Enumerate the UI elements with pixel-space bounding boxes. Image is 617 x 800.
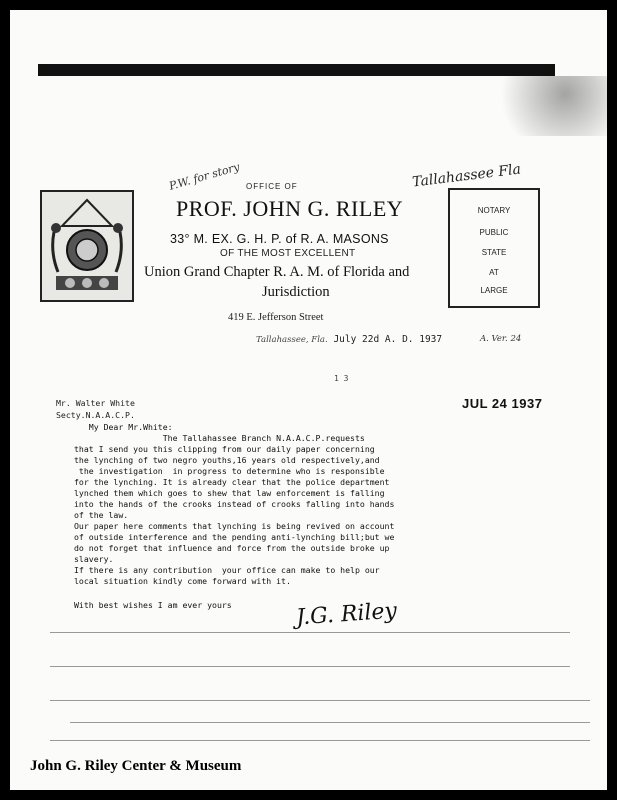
body-line: into the hands of the crooks instead of crooks falling into hands	[74, 499, 395, 509]
scan-line	[50, 666, 570, 667]
body-line: local situation kindly come forward with it.	[74, 576, 291, 586]
body-line: slavery.	[74, 554, 114, 564]
closing: With best wishes I am ever yours	[74, 600, 232, 610]
body-line: the lynching of two negro youths,16 years old respectively,and	[74, 455, 380, 465]
body-line: If there is any contribution your office can make to help our	[74, 565, 380, 575]
signature: J.G. Riley	[295, 598, 398, 631]
masonic-seal-icon	[40, 190, 134, 302]
dateline	[256, 334, 442, 345]
letterhead-subtitle: OF THE MOST EXCELLENT	[220, 248, 356, 259]
recipient-name: Mr. Walter White	[56, 398, 135, 408]
body-line: of the law.	[74, 510, 129, 520]
body-line: The Tallahassee Branch N.A.A.C.P.requests	[74, 433, 365, 443]
notary-line: AT	[489, 268, 499, 277]
notary-line: NOTARY	[477, 206, 511, 215]
dateline-place: Tallahassee, Fla.	[256, 335, 328, 345]
handwritten-note: P.W. for story	[167, 160, 242, 193]
notary-box	[448, 188, 540, 308]
notary-line: STATE	[481, 248, 507, 257]
scan-line	[50, 740, 590, 741]
notary-line: PUBLIC	[479, 228, 509, 237]
letterhead-name: PROF. JOHN G. RILEY	[176, 196, 404, 221]
office-of-label: OFFICE OF	[246, 182, 298, 191]
handwritten-place: Tallahassee Fla	[411, 161, 522, 191]
footer-credit: John G. Riley Center & Museum	[30, 758, 242, 774]
body-line: the investigation in progress to determine who is responsible	[74, 466, 385, 476]
scan-line	[50, 700, 590, 701]
dateline-date: July 22d A. D. 1937	[333, 334, 443, 345]
letterhead-title: 33° M. EX. G. H. P. of R. A. MASONS	[170, 232, 389, 246]
margin-mark: 1 3	[334, 374, 349, 383]
body-line: do not forget that influence and force from the outside broke up	[74, 543, 390, 553]
letterhead-chapter: Union Grand Chapter R. A. M. of Florida and	[144, 264, 410, 280]
body-line: My Dear Mr.White:	[74, 422, 173, 432]
top-scan-bar	[38, 64, 555, 76]
recipient-org: Secty.N.A.A.C.P.	[56, 410, 135, 420]
body-line: that I send you this clipping from our daily paper concerning	[74, 444, 375, 454]
body-line: Our paper here comments that lynching is being revived on account	[74, 521, 395, 531]
scan-noise	[467, 76, 607, 136]
notary-line: LARGE	[480, 286, 508, 295]
scan-line	[50, 632, 570, 633]
letterhead-address: 419 E. Jefferson Street	[228, 312, 324, 323]
body-line: of outside interference and the pending anti-lynching bill;but we	[74, 532, 395, 542]
received-stamp: JUL 24 1937	[462, 396, 543, 411]
body-line: for the lynching. It is already clear that the police department	[74, 477, 390, 487]
letterhead-jurisdiction: Jurisdiction	[262, 284, 330, 300]
letter-page	[10, 10, 607, 790]
scan-line	[70, 722, 590, 723]
body-line: lynched them which goes to shew that law enforcement is falling	[74, 488, 385, 498]
reference-mark: A. Ver. 24	[480, 334, 522, 344]
letter-body	[74, 422, 524, 587]
